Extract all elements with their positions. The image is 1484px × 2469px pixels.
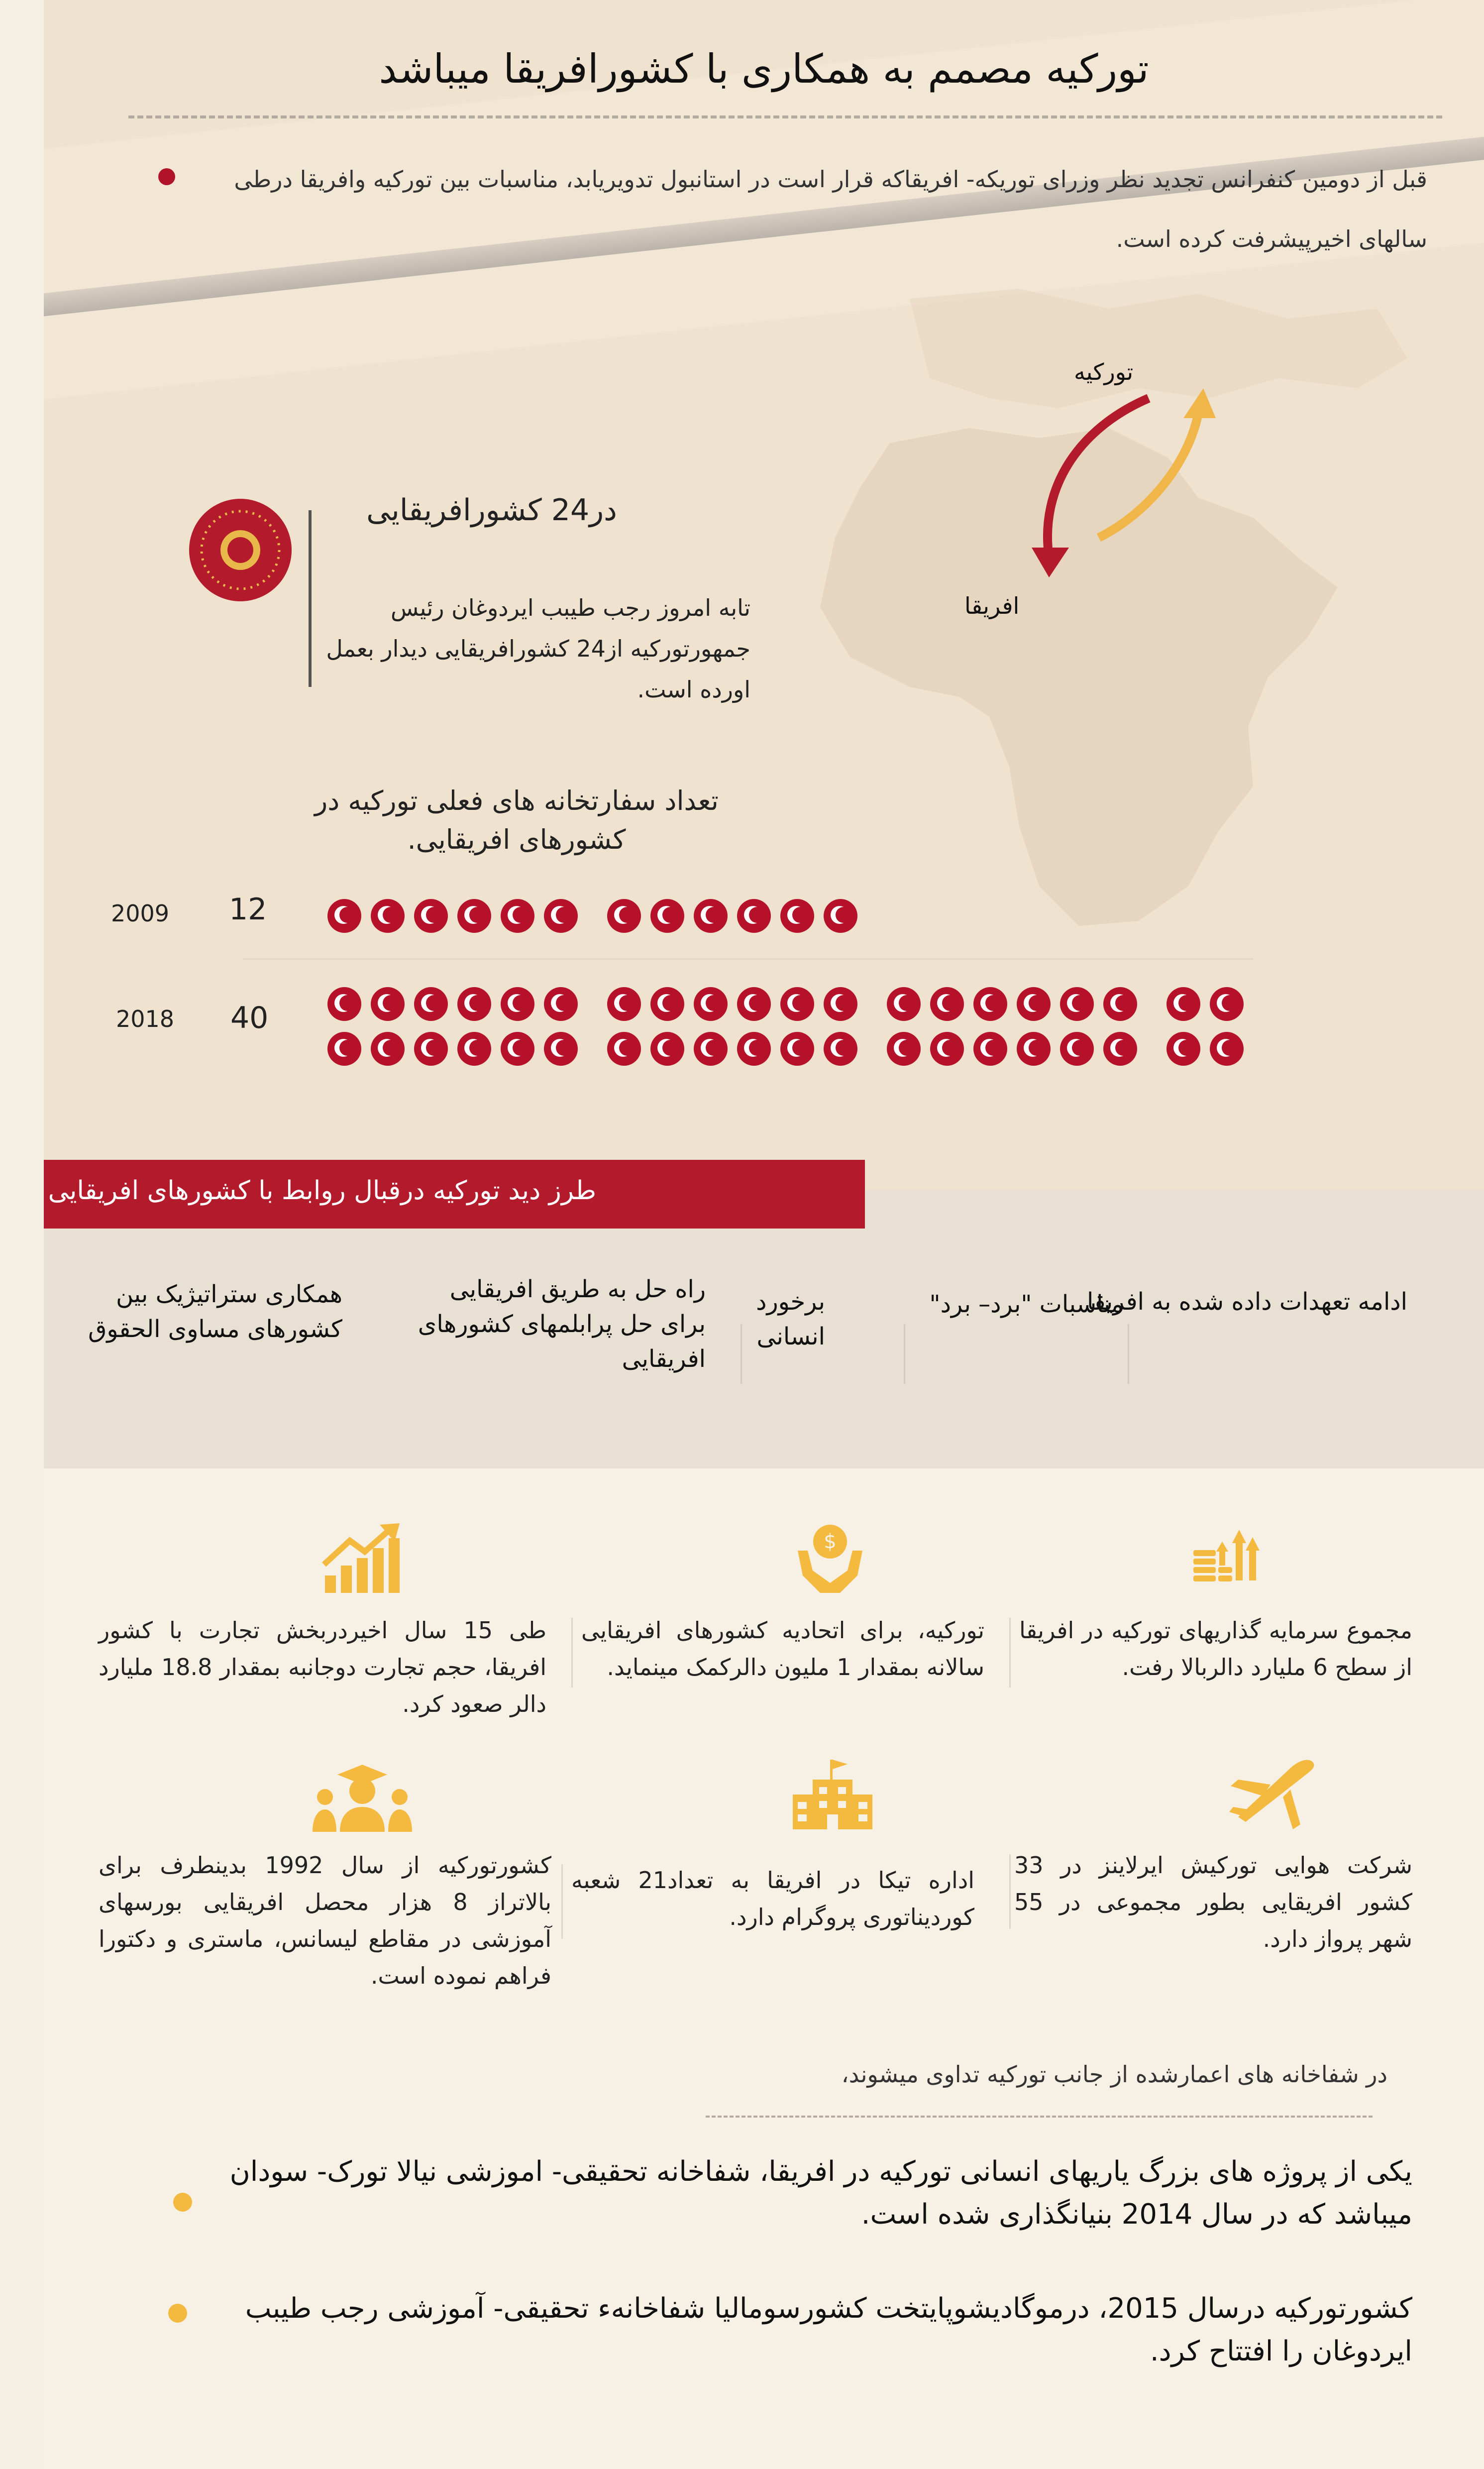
flag-icon [414,1032,448,1066]
flag-icon [607,987,641,1021]
flag-icon [1210,1032,1244,1066]
fact-au-aid: تورکیه، برای اتحادیه کشورهای افریقایی سالانه بمقدار 1 ملیون دالرکمک مینماید. [581,1617,984,1681]
page-title: تورکیه مصمم به همکاری با کشورافریقا میباشد [379,46,1149,92]
flag-icon [544,899,578,933]
flag-icon [694,899,728,933]
flag-icon [1060,1032,1094,1066]
flags-2009 [327,899,867,933]
flag-icon [824,987,857,1021]
label-africa: افریقا [964,592,1020,619]
svg-text:$: $ [824,1530,837,1553]
flag-icon [694,1032,728,1066]
attitude-item-5: همکاری ستراتیژیک بین کشورهای مساوی الحقوق [88,1280,342,1343]
flag-icon [457,987,491,1021]
flag-icon [650,987,684,1021]
title-divider [128,115,1442,118]
graduate-icon [313,1762,412,1832]
flag-icon [501,899,534,933]
flag-icon [414,987,448,1021]
flag-icon [650,1032,684,1066]
attitude-item-3: برخورد انسانی [756,1288,825,1350]
flag-icon [930,1032,964,1066]
intro-bullet [158,168,175,185]
attitude-separator [904,1324,905,1384]
flag-icon [1103,1032,1137,1066]
count-2018: 40 [230,1001,269,1035]
flag-icon [824,899,857,933]
fact-separator [561,1864,563,1939]
hospital-item-2: کشورتورکیه درسال 2015، درموگادیشوپایتخت کشورسومالیا شفاخانهء تحقیقی- آموزشی رجب طیبب ایردوغان را افتتاح کرد. [245,2292,1412,2367]
flag-icon [780,899,814,933]
hospital-bullet [173,2193,192,2212]
intro-text: قبل از دومین کنفرانس تجدید نظر وزرای توریکه- افریقاکه قرار است در استانبول تدویریابد، مناسبات بین تورکیه وافریقا درطی سالهای اخیرپیشرفت کرده است. [234,166,1427,252]
attitude-banner [44,1160,865,1229]
fact-investment: مجموع سرمایه گذاریهای تورکیه در افریقا از سطح 6 ملیارد دالربالا رفت. [1019,1617,1412,1681]
flag-icon [1210,987,1244,1021]
fact-separator [1009,1618,1011,1687]
attitude-item-2: مناسبات "برد– برد" [929,1290,1124,1318]
visits-text: تابه امروز رجب طیبب ایردوغان رئیس جمهورتورکیه از24 کشورافریقایی دیدار بعمل اورده است. [326,594,750,703]
africa-shape [820,428,1338,926]
flag-icon [973,987,1007,1021]
year-2009: 2009 [111,900,170,927]
flag-icon [371,899,405,933]
flag-icon [780,987,814,1021]
flag-icon [1166,1032,1200,1066]
flag-icon [544,1032,578,1066]
flag-icon [887,987,921,1021]
flag-icon [501,1032,534,1066]
flag-icon [501,987,534,1021]
label-turkey: تورکیه [1074,358,1134,385]
presidential-seal-icon [188,498,293,602]
embassy-row-divider [243,958,1253,960]
count-2009: 12 [229,892,267,927]
flags-2018-row1 [327,987,1253,1021]
flag-icon [327,899,361,933]
hospital-bullet [168,2304,187,2323]
fact-separator [571,1618,573,1687]
flags-2018-row2 [327,1032,1253,1066]
flag-icon [1060,987,1094,1021]
embassies-title: تعداد سفارتخانه های فعلی تورکیه در کشورهای افریقایی. [315,785,719,855]
fact-separator [1009,1854,1011,1929]
office-building-icon [790,1757,875,1832]
flag-icon [824,1032,857,1066]
attitude-banner-text: طرز دید تورکیه درقبال روابط با کشورهای افریقایی [48,1176,596,1206]
flag-icon [737,899,771,933]
flag-icon [607,899,641,933]
flag-icon [371,987,405,1021]
fact-scholarships: کشورتورکیه از سال 1992 بدینطرف برای بالاتراز 8 هزار محصل افریقایی بورسهای آموزشی در مقاطع لیسانس، ماستری و دکتورا فراهم نموده است. [99,1852,551,1989]
flag-icon [457,1032,491,1066]
flag-icon [544,987,578,1021]
flag-icon [650,899,684,933]
year-2018: 2018 [116,1006,175,1032]
attitude-item-4: راه حل به طریق افریقایی برای حل پرابلمهای کشورهای افریقایی [418,1275,706,1373]
flag-icon [973,1032,1007,1066]
flag-icon [1017,1032,1051,1066]
flag-icon [780,1032,814,1066]
flag-icon [607,1032,641,1066]
flag-icon [694,987,728,1021]
flag-icon [1103,987,1137,1021]
bar-chart-growth-icon [320,1521,405,1595]
airplane-icon [1228,1757,1318,1832]
visits-divider [309,510,312,687]
coins-growth-icon [1188,1521,1263,1595]
infographic-page [44,0,1484,2469]
attitude-separator [741,1324,742,1384]
flag-icon [327,987,361,1021]
flag-icon [414,899,448,933]
attitude-separator [1128,1324,1129,1384]
hospital-item-1: یکی از پروژه های بزرگ یاریهای انسانی تورکیه در افریقا، شفاخانه تحقیقی- اموزشی نیالا تورک- سودان میباشد که در سال 2014 بنیانگذاری شده است. [229,2155,1412,2231]
flag-icon [371,1032,405,1066]
money-hands-icon [793,1521,867,1595]
europe-shape [910,289,1407,408]
hospitals-divider [706,2116,1373,2118]
flag-icon [737,1032,771,1066]
flag-icon [457,899,491,933]
attitude-item-1: ادامه تعهدات داده شده به افریقا [1086,1288,1407,1316]
flag-icon [930,987,964,1021]
fact-trade: طی 15 سال اخیردربخش تجارت با کشور افریقا، حجم تجارت دوجانبه بمقدار 18.8 ملیارد دالر صعود کرد. [99,1617,547,1717]
fact-airlines: شرکت هوایی تورکیش ایرلاینز در 33 کشور افریقایی بطور مجموعی در 55 شهر پرواز دارد. [1014,1852,1412,1952]
hospitals-heading: در شفاخانه های اعمارشده از جانب تورکیه تداوی میشوند، [841,2061,1387,2088]
flag-icon [737,987,771,1021]
flag-icon [887,1032,921,1066]
flag-icon [1166,987,1200,1021]
flag-icon [1017,987,1051,1021]
fact-tika: اداره تیکا در افریقا به تعداد21 شعبه کوردیناتوری پروگرام دارد. [571,1867,974,1930]
flag-icon [327,1032,361,1066]
visits-heading: در24 کشورافریقایی [366,493,617,528]
